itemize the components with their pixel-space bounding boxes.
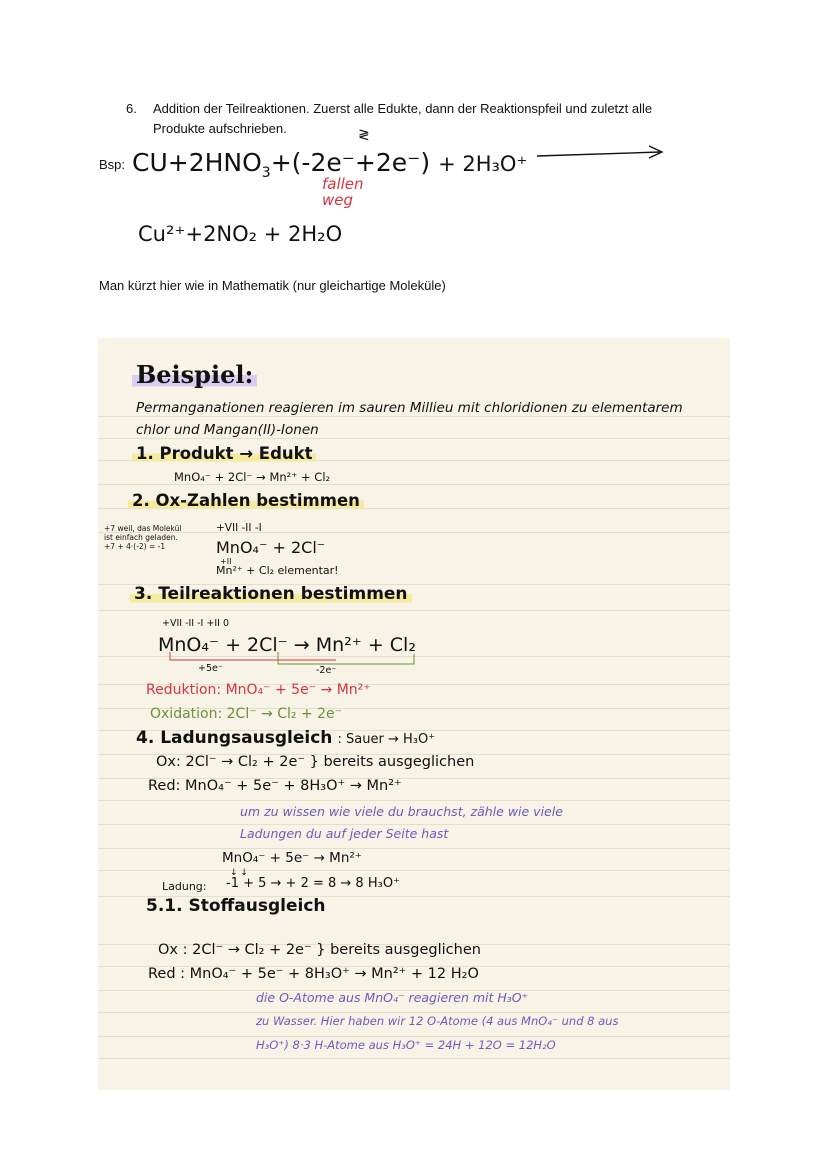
step1-equation: MnO₄⁻ + 2Cl⁻ → Mn²⁺ + Cl₂ [174,470,331,484]
step5-oxidation: Ox : 2Cl⁻ → Cl₂ + 2e⁻ } bereits ausgeglichen [158,942,481,958]
example-label: Bsp: [99,157,126,172]
step4-heading [136,728,435,748]
annotation-fallen-weg: fallen weg [322,175,364,209]
step3-ox-numbers: +VII -II -I +II 0 [162,618,230,629]
step4-hint-1: um zu wissen wie viele du brauchst, zähle wie viele [240,804,563,819]
step-text-line-2: Produkte aufschrieben. [153,121,287,136]
reduction-line: Reduktion: MnO₄⁻ + 5e⁻ → Mn²⁺ [146,682,371,698]
ox-numbers-1: +VII -II -I [216,522,262,534]
intro-line-2: chlor und Mangan(II)-Ionen [136,422,319,438]
step3-equation: MnO₄⁻ + 2Cl⁻ → Mn²⁺ + Cl₂ [158,634,416,656]
step4-reduction: Red: MnO₄⁻ + 5e⁻ + 8H₃O⁺ → Mn²⁺ [148,778,402,794]
equation-left: CU+2HNO [132,148,262,177]
step5-hint-3: H₃O⁺) 8·3 H-Atome aus H₃O⁺ = 24H + 12O = 12H₂O [256,1038,556,1052]
step5-reduction: Red : MnO₄⁻ + 5e⁻ + 8H₃O⁺ → Mn²⁺ + 12 H₂O [148,966,479,982]
step-number: 6. [126,101,137,116]
ox-equation-2: Mn²⁺ + Cl₂ elementar! [216,564,339,577]
oxidation-line: Oxidation: 2Cl⁻ → Cl₂ + 2e⁻ [150,706,343,722]
step3-heading-text: 3. Teilreaktionen bestimmen [130,584,412,604]
step2-heading-text: 2. Ox-Zahlen bestimmen [128,491,364,510]
step5-hint-1: die O-Atome aus MnO₄⁻ reagieren mit H₃O⁺ [256,990,529,1005]
electrons-lost: -2e⁻ [316,665,337,676]
side-note-line-1: +7 weil, das Molekül [104,524,182,533]
charge-values: -1 + 5 → + 2 = 8 → 8 H₃O⁺ [226,876,400,891]
side-note-line-2: ist einfach geladen. [104,533,178,542]
step3-heading [130,584,412,604]
note-text: Man kürzt hier wie in Mathematik (nur gleichartige Moleküle) [99,278,446,293]
annotation-mark: ≷ [358,127,370,143]
step4-hint-2: Ladungen du auf jeder Seite hast [240,826,449,841]
intro-line-1: Permanganationen reagieren im sauren Millieu mit chloridionen zu elementarem [136,400,683,416]
charge-label: Ladung: [162,880,207,893]
notebook-title-text: Beispiel: [132,360,257,389]
notebook-title [132,360,257,389]
step4-oxidation: Ox: 2Cl⁻ → Cl₂ + 2e⁻ } bereits ausgeglichen [156,754,475,770]
step1-heading-text: 1. Produkt → Edukt [132,444,316,463]
notebook-page [98,338,730,1090]
charge-equation: MnO₄⁻ + 5e⁻ → Mn²⁺ [222,850,362,866]
step4-heading-rest: : Sauer → H₃O⁺ [337,732,436,747]
step-text-line-1: Addition der Teilreaktionen. Zuerst alle Edukte, dann der Reaktionspfeil und zuletzt alle [153,101,653,116]
side-note [104,524,181,551]
equation-mid: +(-2e⁻+2e⁻) [270,148,431,177]
step5-hint-2: zu Wasser. Hier haben wir 12 O-Atome (4 aus MnO₄⁻ und 8 aus [256,1014,619,1028]
equation-right: + 2H₃O⁺ [438,152,528,176]
reaction-arrow [535,143,670,163]
charge-arrows: ↓ ↓ [230,868,248,878]
step5-heading: 5.1. Stoffausgleich [146,896,326,916]
step4-heading-title: 4. Ladungsausgleich [136,728,333,748]
step2-heading [128,491,364,510]
example-products: Cu²⁺+2NO₂ + 2H₂O [138,222,343,246]
ox-equation-1: MnO₄⁻ + 2Cl⁻ [216,538,326,557]
equation-sub: 3 [261,165,271,181]
electrons-gained: +5e⁻ [198,663,223,674]
step1-heading [132,444,316,463]
ox-numbers-2: +II [220,557,232,566]
side-note-line-3: +7 + 4·(-2) = -1 [104,542,166,551]
